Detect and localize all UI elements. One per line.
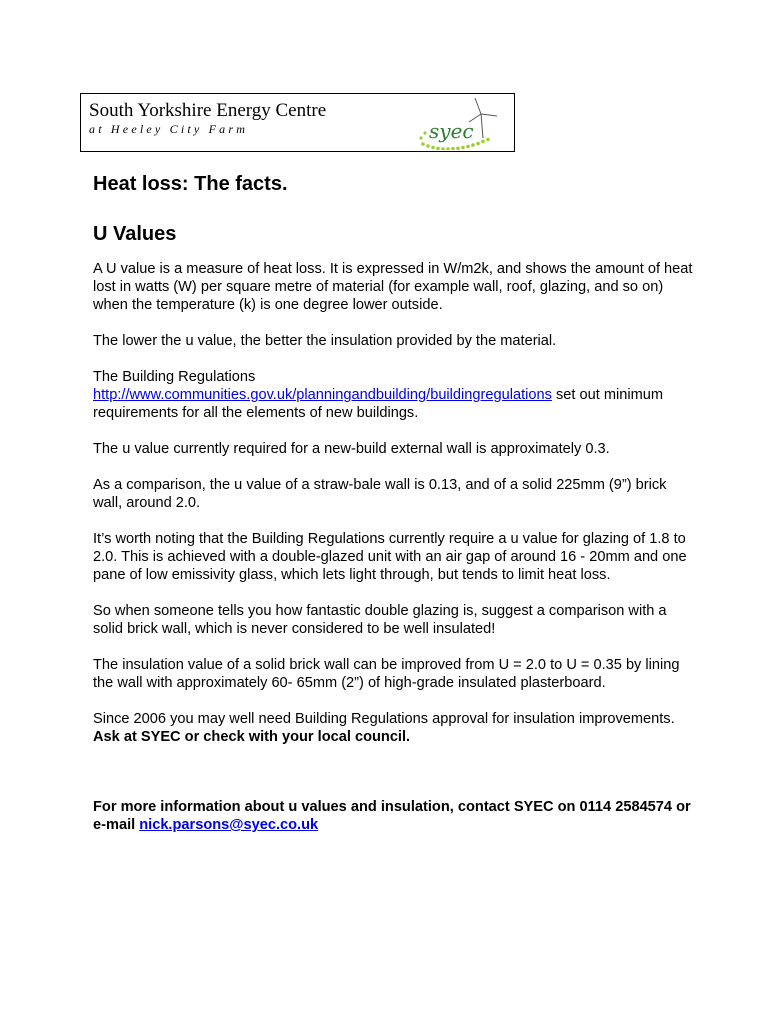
page-title: Heat loss: The facts. — [93, 173, 288, 195]
paragraph-comparison: As a comparison, the u value of a straw-bale wall is 0.13, and of a solid 225mm (9”) brick wall, around 2.0. — [93, 477, 667, 511]
paragraph-lower-better: The lower the u value, the better the insulation provided by the material. — [93, 333, 557, 349]
paragraph-double-glazing: So when someone tells you how fantastic double glazing is, suggest a comparison with a solid brick wall, which is never considered to be well insulated! — [93, 603, 667, 637]
paragraph-new-build: The u value currently required for a new-build external wall is approximately 0.3. — [93, 441, 610, 457]
org-subtitle: at Heeley City Farm — [89, 122, 249, 136]
syec-logo-icon — [417, 96, 509, 150]
paragraph-glazing: It’s worth noting that the Building Regulations currently require a u value for glazing of 1.8 to 2.0. This is achieved with a double-glazed unit with an air gap of around 16 - 20mm and one pane of low emissivity glass, which lets light through, but tends to limit heat loss. — [93, 531, 687, 583]
header-box — [80, 93, 515, 152]
approval-bold: Ask at SYEC or check with your local council. — [93, 729, 411, 745]
building-regs-text: set out minimum requirements for all the elements of new buildings. — [93, 387, 664, 421]
building-regs-link[interactable]: http://www.communities.gov.uk/planningandbuilding/buildingregulations — [93, 387, 552, 403]
document-body — [93, 172, 693, 852]
contact-text: For more information about u values and insulation, contact SYEC on 0114 2584574 or e-mail — [93, 799, 691, 833]
paragraph-building-regs — [93, 368, 693, 422]
paragraph-definition: A U value is a measure of heat loss. It is expressed in W/m2k, and shows the amount of heat lost in watts (W) per square metre of material (for example wall, roof, glazing, and so on) when the temperature (k) is one degree lower outside. — [93, 261, 693, 313]
spacer — [93, 764, 693, 798]
logo-text: syec — [429, 119, 474, 143]
paragraph-improvement: The insulation value of a solid brick wall can be improved from U = 2.0 to U = 0.35 by lining the wall with approximately 60- 65mm (2”) of high-grade insulated plasterboard. — [93, 657, 680, 691]
section-heading: U Values — [93, 223, 177, 245]
building-regs-label: The Building Regulations — [93, 369, 256, 385]
approval-text: Since 2006 you may well need Building Regulations approval for insulation improvements. — [93, 711, 675, 727]
contact-email-link[interactable]: nick.parsons@syec.co.uk — [139, 817, 319, 833]
paragraph-approval — [93, 710, 693, 746]
contact-paragraph — [93, 798, 693, 834]
org-name: South Yorkshire Energy Centre — [89, 100, 327, 121]
